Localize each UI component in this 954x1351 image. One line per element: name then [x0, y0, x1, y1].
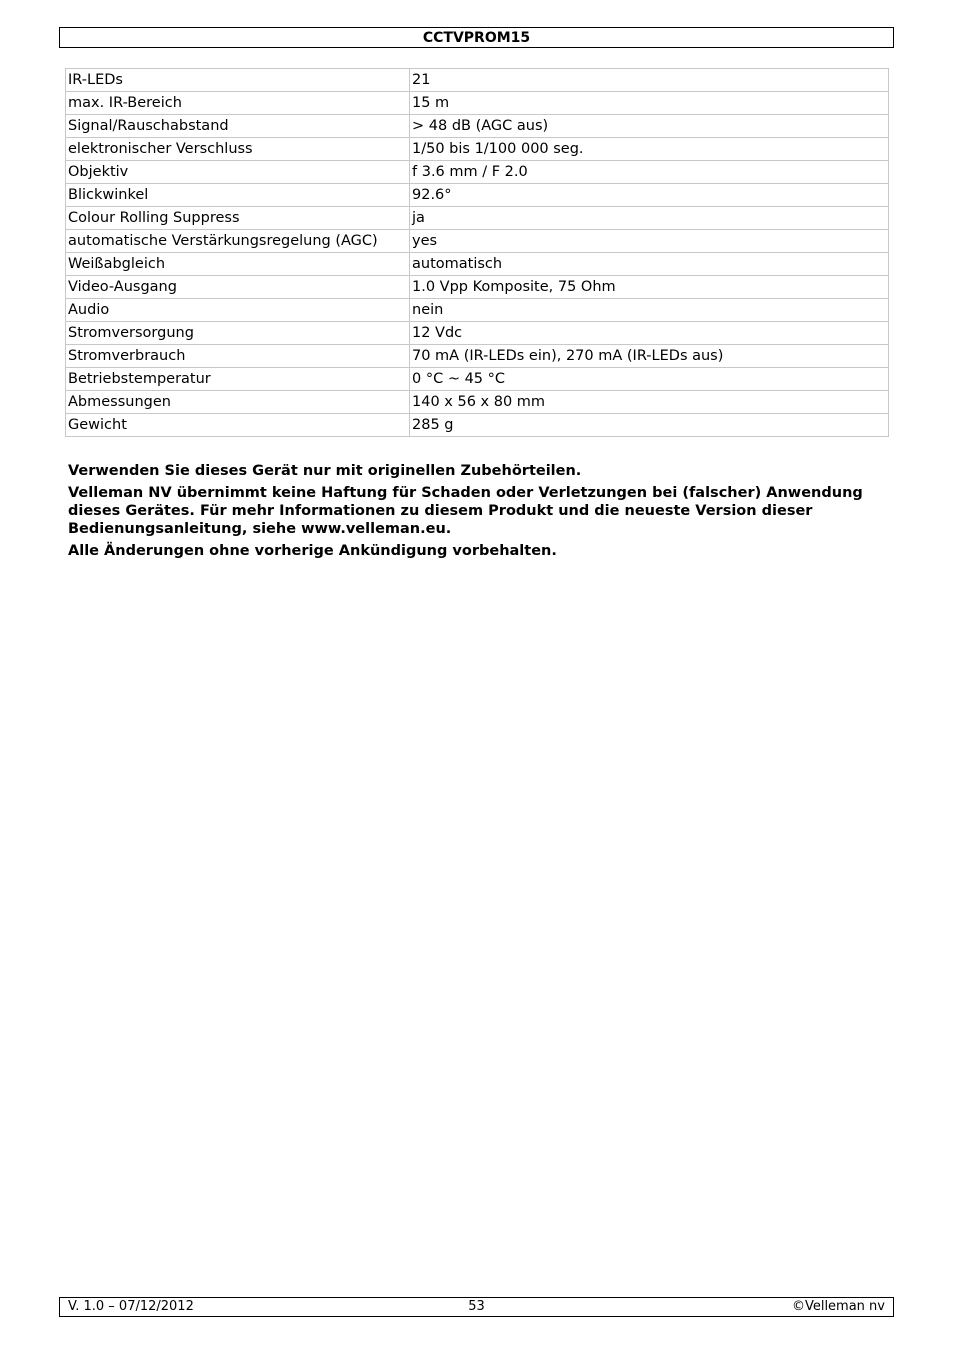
- spec-label: max. IR-Bereich: [66, 92, 410, 115]
- spec-label: automatische Verstärkungsregelung (AGC): [66, 230, 410, 253]
- note-liability: Velleman NV übernimmt keine Haftung für Schaden oder Verletzungen bei (falscher) Anwendung dieses Gerätes. Für mehr Informationen zu diesem Produkt und die neueste Version dieser Bedienungsanleitung, siehe www.velleman.eu.: [68, 485, 863, 537]
- table-row: [66, 230, 889, 253]
- spec-value: 285 g: [410, 414, 889, 437]
- table-row: [66, 276, 889, 299]
- footer-version: V. 1.0 – 07/12/2012: [68, 1299, 194, 1314]
- table-row: [66, 414, 889, 437]
- spec-label: Audio: [66, 299, 410, 322]
- table-row: [66, 184, 889, 207]
- spec-value: 12 Vdc: [410, 322, 889, 345]
- table-row: [66, 299, 889, 322]
- spec-value: 21: [410, 69, 889, 92]
- spec-value: 1.0 Vpp Komposite, 75 Ohm: [410, 276, 889, 299]
- spec-label: IR-LEDs: [66, 69, 410, 92]
- table-row: [66, 391, 889, 414]
- specifications-table: [65, 68, 889, 437]
- spec-value: nein: [410, 299, 889, 322]
- page-header: [59, 27, 894, 48]
- spec-label: Colour Rolling Suppress: [66, 207, 410, 230]
- spec-value: yes: [410, 230, 889, 253]
- spec-label: Video-Ausgang: [66, 276, 410, 299]
- spec-label: Signal/Rauschabstand: [66, 115, 410, 138]
- spec-value: > 48 dB (AGC aus): [410, 115, 889, 138]
- spec-value: 1/50 bis 1/100 000 seg.: [410, 138, 889, 161]
- spec-label: Gewicht: [66, 414, 410, 437]
- spec-label: elektronischer Verschluss: [66, 138, 410, 161]
- footer-page-number: 53: [468, 1299, 485, 1314]
- note-changes: Alle Änderungen ohne vorherige Ankündigung vorbehalten.: [68, 543, 557, 559]
- spec-value: 15 m: [410, 92, 889, 115]
- table-row: [66, 253, 889, 276]
- spec-label: Weißabgleich: [66, 253, 410, 276]
- spec-label: Betriebstemperatur: [66, 368, 410, 391]
- spec-value: 92.6°: [410, 184, 889, 207]
- spec-label: Objektiv: [66, 161, 410, 184]
- table-row: [66, 161, 889, 184]
- spec-label: Stromversorgung: [66, 322, 410, 345]
- spec-value: automatisch: [410, 253, 889, 276]
- spec-label: Stromverbrauch: [66, 345, 410, 368]
- table-row: [66, 115, 889, 138]
- table-row: [66, 322, 889, 345]
- table-row: [66, 69, 889, 92]
- spec-value: ja: [410, 207, 889, 230]
- notes-section: [68, 462, 868, 564]
- header-title: CCTVPROM15: [422, 30, 531, 46]
- spec-label: Blickwinkel: [66, 184, 410, 207]
- page-footer: [59, 1297, 894, 1317]
- footer-copyright: ©Velleman nv: [791, 1299, 885, 1314]
- table-row: [66, 345, 889, 368]
- spec-value: f 3.6 mm / F 2.0: [410, 161, 889, 184]
- specifications-body: [66, 69, 889, 437]
- note-accessories: Verwenden Sie dieses Gerät nur mit originellen Zubehörteilen.: [68, 463, 582, 479]
- spec-value: 0 °C ~ 45 °C: [410, 368, 889, 391]
- spec-label: Abmessungen: [66, 391, 410, 414]
- table-row: [66, 368, 889, 391]
- spec-value: 70 mA (IR-LEDs ein), 270 mA (IR-LEDs aus): [410, 345, 889, 368]
- table-row: [66, 138, 889, 161]
- spec-value: 140 x 56 x 80 mm: [410, 391, 889, 414]
- table-row: [66, 207, 889, 230]
- table-row: [66, 92, 889, 115]
